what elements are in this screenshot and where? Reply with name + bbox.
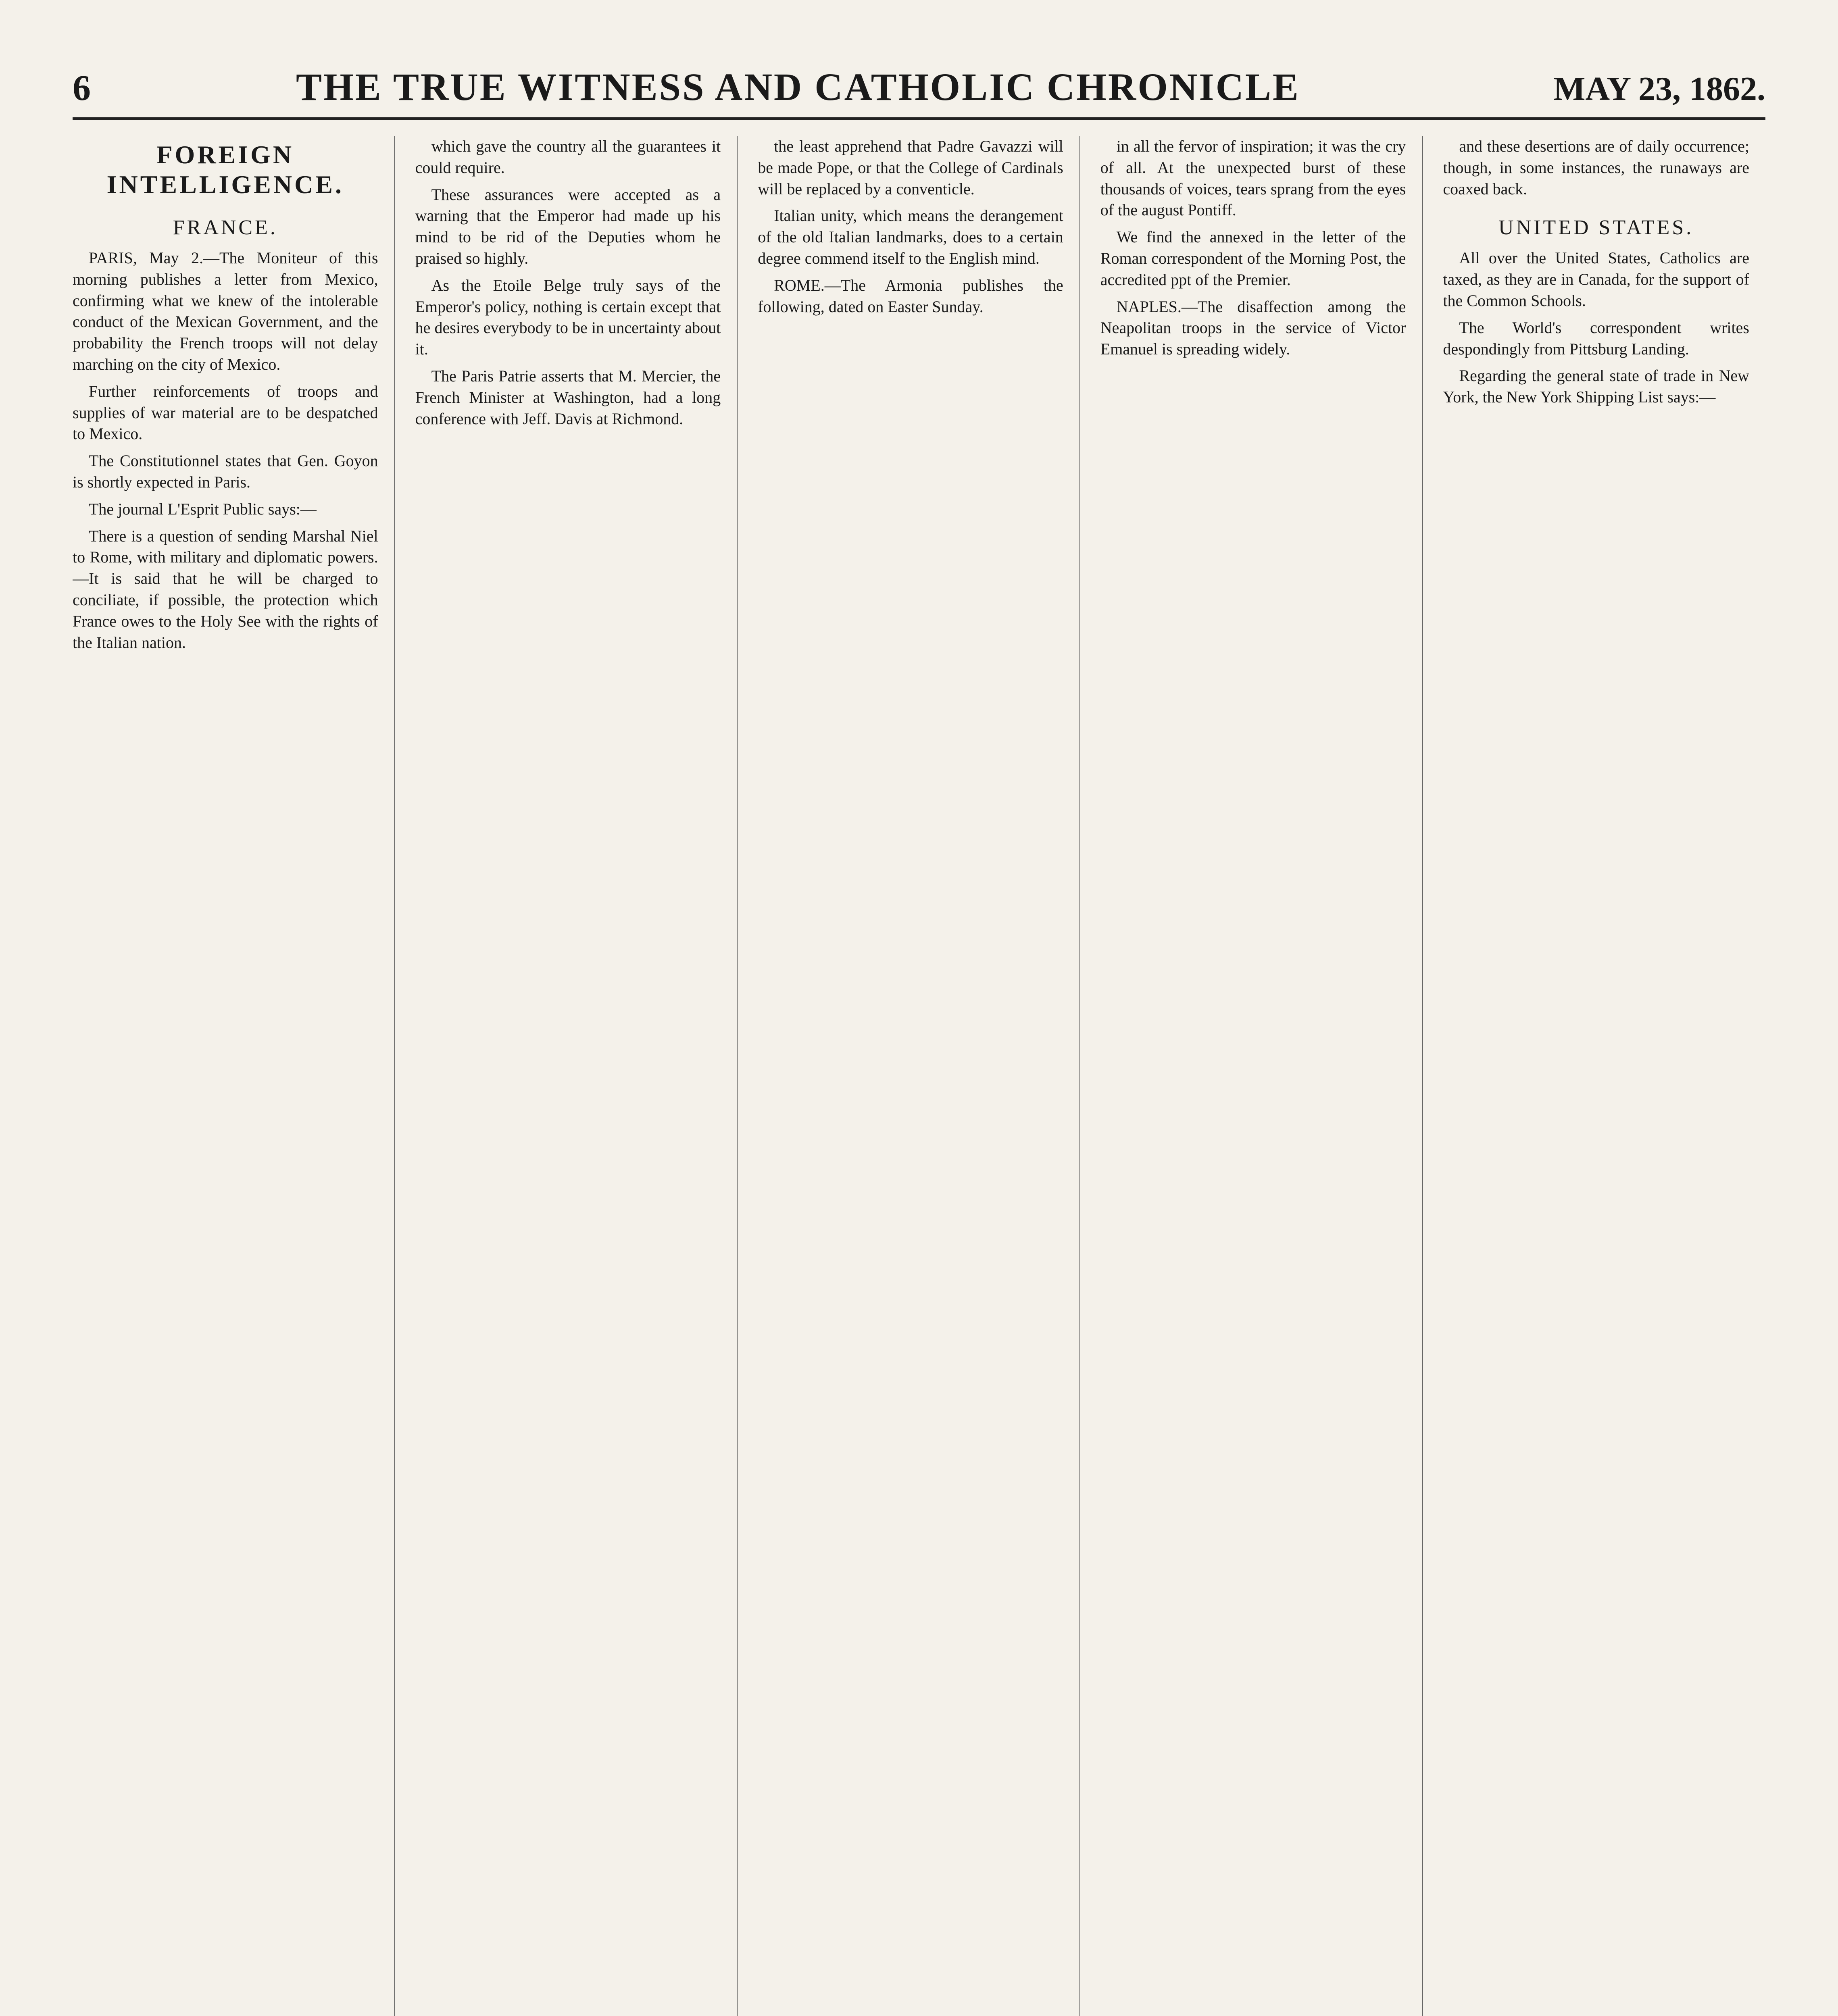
paragraph: which gave the country all the guarantees it could require. bbox=[415, 137, 721, 177]
paragraph: Regarding the general state of trade in New York, the New York Shipping List says:— bbox=[1443, 367, 1749, 406]
column-4 bbox=[1100, 136, 1423, 2016]
paper-title: THE TRUE WITNESS AND CATHOLIC CHRONICLE bbox=[296, 65, 1300, 108]
page-number: 6 bbox=[73, 68, 91, 108]
column-2 bbox=[415, 136, 738, 2016]
column-3 bbox=[758, 136, 1080, 2016]
paragraph: All over the United States, Catholics are taxed, as they are in Canada, for the support of the Common Schools. bbox=[1443, 249, 1749, 310]
paragraph: Italian unity, which means the derangement of the old Italian landmarks, does to a certain degree commend itself to the English mind. bbox=[758, 206, 1063, 267]
article-columns bbox=[73, 136, 1765, 2016]
paragraph: NAPLES.—The disaffection among the Neapolitan troops in the service of Victor Emanuel is spreading widely. bbox=[1100, 297, 1406, 358]
paragraph: the least apprehend that Padre Gavazzi will be made Pope, or that the College of Cardinals will be replaced by a conventicle. bbox=[758, 137, 1063, 198]
paragraph: The World's correspondent writes despondingly from Pittsburg Landing. bbox=[1443, 318, 1749, 358]
paragraph: The journal L'Esprit Public says:— bbox=[89, 500, 317, 518]
column-1 bbox=[73, 136, 395, 2016]
issue-date: MAY 23, 1862. bbox=[1553, 70, 1765, 108]
paragraph: The Constitutionnel states that Gen. Goyon is shortly expected in Paris. bbox=[73, 452, 378, 491]
paragraph: There is a question of sending Marshal Niel to Rome, with military and diplomatic powers.—It is said that he will be charged to conciliate, if possible, the protection which France owes to the Holy See with the rights of the Italian nation. bbox=[73, 527, 378, 652]
subsection-heading: UNITED STATES. bbox=[1498, 216, 1694, 240]
paragraph: As the Etoile Belge truly says of the Emperor's policy, nothing is certain except that he desires everybody to be in uncertainty about it. bbox=[415, 276, 721, 358]
paragraph: ROME.—The Armonia publishes the following, dated on Easter Sunday. bbox=[758, 276, 1063, 316]
paragraph: These assurances were accepted as a warning that the Emperor had made up his mind to be rid of the Deputies whom he praised so highly. bbox=[415, 185, 721, 267]
paragraph: PARIS, May 2.—The Moniteur of this morning publishes a letter from Mexico, confirming what we knew of the intolerable conduct of the Mexican Government, and the probability the French troops will not delay marching on the city of Mexico. bbox=[73, 249, 378, 373]
paragraph: in all the fervor of inspiration; it was the cry of all. At the unexpected burst of these thousands of voices, tears sprang from the eyes of the august Pontiff. bbox=[1100, 137, 1406, 219]
paragraph: We find the annexed in the letter of the Roman correspondent of the Morning Post, the accredited ppt of the Premier. bbox=[1100, 228, 1406, 289]
column-5 bbox=[1443, 136, 1765, 2016]
masthead bbox=[73, 65, 1765, 120]
section-heading: FOREIGN INTELLIGENCE. bbox=[106, 140, 344, 199]
paragraph: Further reinforcements of troops and supplies of war material are to be despatched to Mexico. bbox=[73, 382, 378, 443]
paragraph: The Paris Patrie asserts that M. Mercier, the French Minister at Washington, had a long conference with Jeff. Davis at Richmond. bbox=[415, 367, 721, 428]
subsection-heading: FRANCE. bbox=[173, 216, 278, 239]
paragraph: and these desertions are of daily occurrence; though, in some instances, the runaways are coaxed back. bbox=[1443, 137, 1749, 198]
